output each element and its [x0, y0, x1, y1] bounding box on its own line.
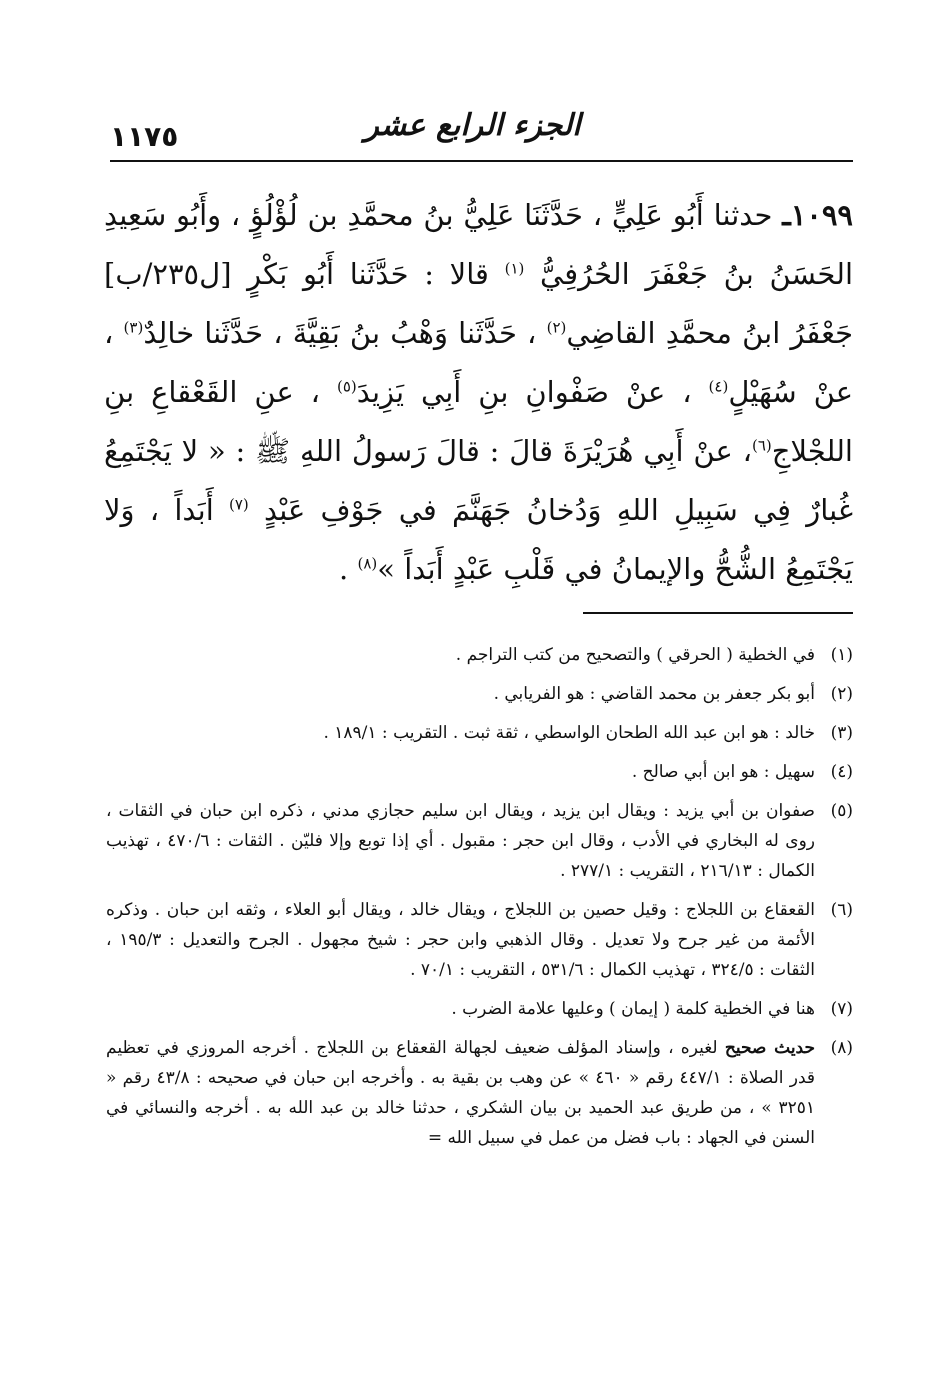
hadith-part: .: [339, 552, 349, 586]
footnote-ref: (٥): [336, 377, 357, 396]
hadith-text: [104, 186, 853, 599]
footnote-grade: حديث صحيح: [724, 1038, 815, 1058]
footnote-number: (٦): [830, 900, 853, 920]
footnote-text: خالد : هو ابن عبد الله الطحان الواسطي ، ثقة ثبت . التقريب : ١٨٩/١ .: [323, 723, 815, 743]
hadith-part: قالا : حَدَّثَنا أَبُو بَكْرٍ [ل٢٣٥/ب] جَعْفَرُ ابنُ محمَّدِ القاضِي: [104, 257, 854, 350]
hadith-part: ، عنْ سُهَيْلٍ: [104, 316, 854, 409]
footnote-ref: (٦): [751, 436, 772, 455]
footnote-ref: (٢): [546, 318, 567, 337]
footnote-text: القعقاع بن اللجلاج : وقيل حصين بن اللجلاج ، ويقال خالد ، ويقال أبو العلاء ، وثقه ابن حبان . وذكره الأئمة من غير جرح ولا تعديل . وقال الذهبي وابن حجر : شيخ مجهول . الجرح والتعديل : ١٩٥/٣ ، الثقات : ٣٢٤/٥ ، تهذيب الكمال : ٥٣١/٦ ، التقريب : ٧٠/١ .: [106, 900, 816, 980]
footnote-number: (٤): [830, 762, 853, 782]
footnote-text: هنا في الخطية كلمة ( إيمان ) وعليها علامة الضرب .: [451, 999, 815, 1019]
footnotes-rule: [583, 612, 853, 614]
footnote-number: (٣): [830, 723, 853, 743]
footnote: [106, 757, 853, 787]
header-rule: [110, 160, 853, 162]
footnotes: [106, 640, 853, 1162]
footnote: [106, 796, 853, 886]
footnote-ref: (٨): [357, 554, 378, 573]
footnote-ref: (٧): [229, 495, 249, 514]
running-title: الجزء الرابع عشر: [364, 108, 581, 143]
footnote-text: في الخطية ( الحرقي ) والتصحيح من كتب التراجم .: [455, 645, 815, 665]
footnote-text: [106, 1033, 815, 1153]
footnote-number: (٧): [830, 999, 853, 1019]
footnote-number: (٥): [830, 801, 853, 821]
footnote-body: لغيره ، وإسناد المؤلف ضعيف لجهالة القعقاع بن اللجلاج . أخرجه المروزي في تعظيم قدر الصلاة : ٤٤٧/١ رقم « ٤٦٠ » عن وهب بن بقية به . وأخرجه ابن حبان في صحيحه : ٤٣/٨ رقم « ٣٢٥١ » ، من طريق عبد الحميد بن بيان الشكري ، حدثنا خالد بن عبد الله به . أخرجه والنسائي في السنن في الجهاد : باب فضل من عمل في سبيل الله =: [106, 1038, 815, 1148]
hadith-part: ، عنْ صَفْوانِ بنِ أَبِي يَزِيدَ: [356, 375, 692, 409]
footnote-ref: (٤): [708, 377, 729, 396]
footnote-number: (١): [830, 645, 853, 665]
hadith-number: ١٠٩٩ـ: [782, 198, 854, 232]
footnote-text: سهيل : هو ابن أبي صالح .: [631, 762, 815, 782]
footnote-number: (٢): [830, 684, 853, 704]
hadith-part: حدثنا أَبُو عَلِيٍّ ، حَدَّثَنَا عَلِيُّ بنُ محمَّدِ بن لُؤْلُؤٍ ، وأَبُو سَعِيدِ الحَسَنُ بنُ جَعْفَرَ الحُرُفِيُّ: [104, 198, 854, 291]
footnote-number: (٨): [830, 1038, 853, 1058]
footnote-ref: (٣): [123, 318, 144, 337]
footnote: [106, 895, 853, 985]
footnote: [106, 679, 853, 709]
footnote-text: صفوان بن أبي يزيد : ويقال ابن يزيد ، ويقال ابن سليم حجازي مدني ، ذكره ابن حبان في الثقات ، روى له البخاري في الأدب ، وقال ابن حجر : مقبول . أي إذا توبع وإلا فليّن . الثقات : ٤٧٠/٦ ، تهذيب الكمال : ٢١٦/١٣ ، التقريب : ٢٧٧/١ .: [106, 801, 815, 881]
page-number: ١١٧٥: [110, 120, 179, 153]
footnote-text: أبو بكر جعفر بن محمد القاضي : هو الفريابي .: [493, 684, 815, 704]
footnote: [106, 640, 853, 670]
hadith-part: ، حَدَّثَنا وَهْبُ بنُ بَقِيَّةَ ، حَدَّثَنا خالِدٌ: [143, 316, 537, 350]
footnote-ref: (١): [504, 259, 525, 278]
hadith-part: ، عنْ أَبِي هُرَيْرَةَ قالَ : قالَ رَسولُ اللهِ ﷺ : « لا يَجْتَمِعُ غُبارٌ فِي سَبِيلِ اللهِ وَدُخانُ جَهَنَّمَ في جَوْفِ عَبْدٍ: [104, 434, 854, 527]
footnote: [106, 994, 853, 1024]
footnote: [106, 1033, 853, 1153]
page-header: [110, 106, 835, 162]
hadith-part: ، عنِ القَعْقاعِ بنِ اللجْلاجِ: [104, 375, 853, 468]
footnote: [106, 718, 853, 748]
hadith-part: أَبَداً ، وَلا يَجْتَمِعُ الشُّحُّ والإيمانُ في قَلْبِ عَبْدٍ أَبَداً »: [104, 493, 853, 586]
